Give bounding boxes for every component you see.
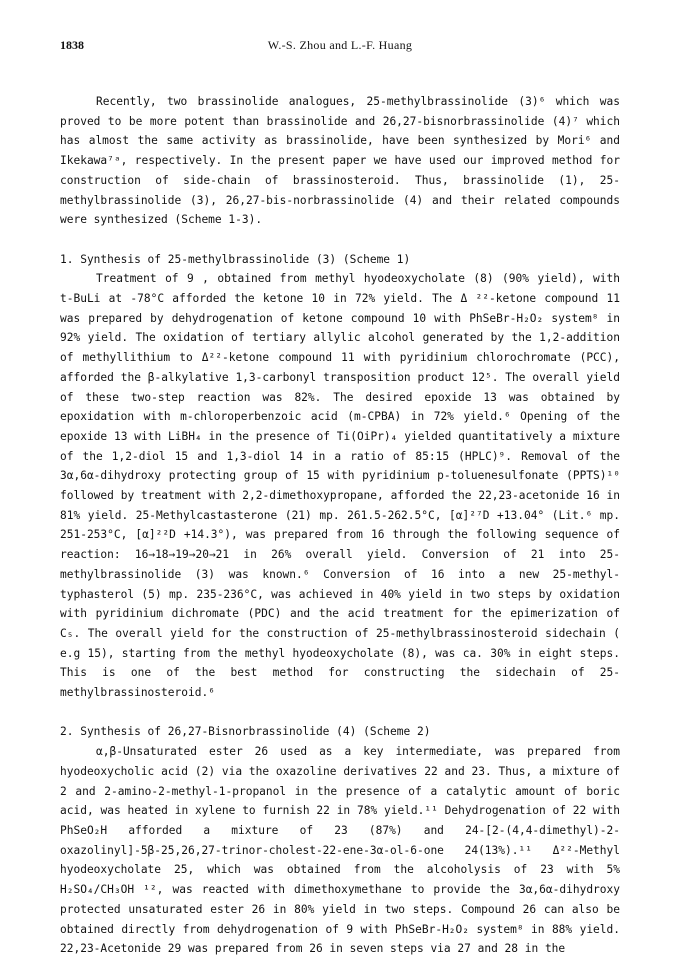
section-2-paragraph: α,β-Unsaturated ester 26 used as a key intermediate, was prepared from hyodeoxycholic acid (2) via the oxazoline derivatives 22 and 23. Thus, a mixture of 2 and 2-amino-2-methyl-1-propanol in the presence of a catalytic amount of boric acid, was heated in xylene to furnish 22 in 78% yield.¹¹ Dehydrogenation of 22 with PhSeO₂H afforded a mixture of 23 (87%) and 24-[2-(4,4-dimethyl)-2-oxazolinyl]-5β-25,26,27-trinor-cholest-22-ene-3α-ol-6-one 24(13%).¹¹ Δ²²-Methyl hyodeoxycholate 25, which was obtained from the alcoholysis of 23 with 5% H₂SO₄/CH₃OH ¹², was reacted with dimethoxymethane to provide the 3α,6α-dihydroxy protected unsaturated ester 26 in 80% yield in two steps. Compound 26 can also be obtained directly from dehydrogenation of 9 with PhSeBr-H₂O₂ system⁸ in 88% yield. 22,23-Acetonide 29 was prepared from 26 in seven steps via 27 and 28 in the xyxy=(60,745,620,956)
page-number: 1838 xyxy=(60,38,84,52)
running-head: W.-S. Zhou and L.-F. Huang xyxy=(267,38,413,52)
section-2-heading: 2. Synthesis of 26,27-Bisnorbrassinolide (4) (Scheme 2) xyxy=(60,725,431,739)
paragraph-gap xyxy=(60,230,620,250)
section-1-paragraph: Treatment of 9 , obtained from methyl hyodeoxycholate (8) (90% yield), with t-BuLi at -78°C afforded the ketone 10 in 72% yield. The Δ ²²-ketone compound 11 was prepared by dehydrogenation of ketone compound 10 with PhSeBr-H₂O₂ system⁸ in 92% yield. The oxidation of tertiary allylic alcohol generated by the 1,2-addition of methyllithium to Δ²²-ketone compound 11 with pyridinium chlorochromate (PCC), afforded the β-alkylative 1,3-carbonyl transposition product 12⁵. The overall yield of these two-step reaction was 82%. The desired epoxide 13 was obtained by epoxidation with m-chloroperbenzoic acid (m-CPBA) in 72% yield.⁶ Opening of the epoxide 13 with LiBH₄ in the presence of Ti(OiPr)₄ yielded quantitatively a mixture of the 1,2-diol 15 and 1,3-diol 14 in a ratio of 85:15 (HPLC)⁹. Removal of the 3α,6α-dihydroxy protecting group of 15 with pyridinium p-toluenesulfonate (PPTS)¹⁰ followed by treatment with 2,2-dimethoxypropane, afforded the 22,23-acetonide 16 in 81% yield. 25-Methylcastasterone (21) mp. 261.5-262.5°C, [α]²⁷D +13.04° (Lit.⁶ mp. 251-253°C, [α]²²D +14.3°), was prepared from 16 through the following sequence of reaction: 16→18→19→20→21 in 26% overall yield. Conversion of 21 into 25-methylbrassinolide (3) was known.⁶ Conversion of 16 into a new 25-methyl-typhasterol (5) mp. 235-236°C, was achieved in 40% yield in two steps by oxidation with pyridinium dichromate (PDC) and the acid treatment for the epimerization of C₅. The overall yield for the construction of 25-methylbrassinosteroid sidechain ( e.g 15), starting from the methyl hyodeoxycholate (8), was ca. 30% in eight steps. This is one of the best method for constructing the sidechain of 25-methylbrassinosteroid.⁶ xyxy=(60,272,620,700)
page-header xyxy=(60,38,620,58)
body-text xyxy=(60,92,620,959)
paragraph-gap xyxy=(60,703,620,723)
section-1-heading: 1. Synthesis of 25-methylbrassinolide (3) (Scheme 1) xyxy=(60,252,411,266)
intro-paragraph: Recently, two brassinolide analogues, 25-methylbrassinolide (3)⁶ which was proved to be more potent than brassinolide and 26,27-bisnorbrassinolide (4)⁷ which has almost the same activity as brassinolide, have been synthesized by Mori⁶ and Ikekawa⁷ᵃ, respectively. In the present paper we have used our improved method for construction of side-chain of brassinosteroid. Thus, brassinolide (1), 25-methylbrassinolide (3), 26,27-bis-norbrassinolide (4) and their related compounds were synthesized (Scheme 1-3). xyxy=(60,95,620,227)
